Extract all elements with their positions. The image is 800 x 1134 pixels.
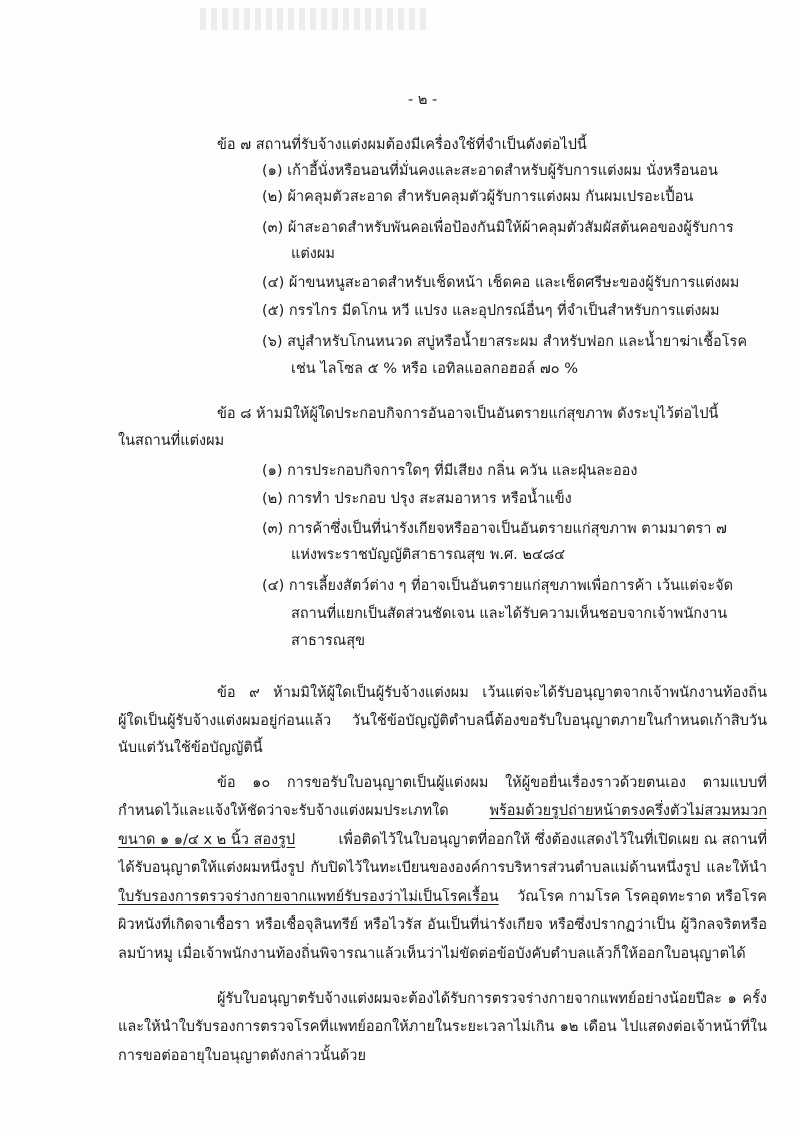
section-10-para2-line: ผู้รับใบอนุญาตรับจ้างแต่งผมจะต้องได้รับการตรวจร่างกายจากแพทย์อย่างน้อยปีละ ๑ ครั้ง (217, 991, 767, 1007)
section-10-underlined-text: ขนาด ๑ ๑/๔ x ๒ นิ้ว สองรูป (118, 832, 296, 848)
section-10-text: วัณโรค กามโรค โรคอุดทะราด หรือโรค (517, 889, 767, 905)
section-9-line: ผู้ใดเป็นผู้รับจ้างแต่งผมอยู่ก่อนแล้ว วันใช้ข้อบัญญัติตำบลนี้ต้องขอรับใบอนุญาตภายในกำหนดเก้าสิบวัน (118, 713, 767, 729)
section-7-item: (๔) ผ้าขนหนูสะอาดสำหรับเช็ดหน้า เช็ดคอ และเช็ดศรีษะของผู้รับการแต่งผม (262, 275, 740, 291)
section-10-line: ข้อ ๑๐ การขอรับใบอนุญาตเป็นผู้แต่งผม ให้ผู้ขอยื่นเรื่องราวด้วยตนเอง ตามแบบที่ (217, 775, 767, 791)
section-7-heading: ข้อ ๗ สถานที่รับจ้างแต่งผมต้องมีเครื่องใช้ที่จำเป็นดังต่อไปนี้ (217, 137, 587, 153)
section-9-line: ข้อ ๙ ห้ามมิให้ผู้ใดเป็นผู้รับจ้างแต่งผม เว้นแต่จะได้รับอนุญาตจากเจ้าพนักงานท้องถิ่น (217, 685, 767, 701)
section-7-item: (๒) ผ้าคลุมตัวสะอาด สำหรับคลุมตัวผู้รับการแต่งผม กันผมเปรอะเปื้อน (262, 189, 694, 205)
section-10-line (118, 887, 767, 907)
section-8-heading: ข้อ ๘ ห้ามมิให้ผู้ใดประกอบกิจการอันอาจเป็นอันตรายแก่สุขภาพ ดังระบุไว้ต่อไปนี้ (217, 406, 719, 422)
section-8-item-cont: แห่งพระราชบัญญัติสาธารณสุข พ.ศ. ๒๔๘๔ (291, 547, 566, 563)
section-8-heading-cont: ในสถานที่แต่งผม (118, 433, 225, 449)
section-8-item-cont: สถานที่แยกเป็นสัดส่วนชัดเจน และได้รับความเห็นชอบจากเจ้าพนักงาน (291, 606, 728, 622)
section-7-item-cont: เช่น ไลโซล ๕ % หรือ เอทิลแอลกอฮอล์ ๗๐ % (291, 361, 578, 377)
section-10-text: กำหนดไว้และแจ้งให้ชัดว่าจะรับจ้างแต่งผมประเภทใด (118, 803, 449, 819)
section-10-line (118, 801, 767, 821)
section-8-item: (๒) การทำ ประกอบ ปรุง สะสมอาหาร หรือน้ำแข็ง (262, 491, 572, 507)
section-10-line: ผิวหนังที่เกิดจาเชื้อรา หรือเชื้อจุลินทรีย์ หรือไวรัส อันเป็นที่น่ารังเกียจ หรือซึ่งปรากฏว่าเป็น ผู้วิกลจริตหรือ (118, 917, 767, 933)
section-9-line: นับแต่วันใช้ข้อบัญญัตินี้ (118, 740, 263, 756)
section-7-item-cont: แต่งผม (291, 246, 335, 262)
section-10-line (118, 830, 767, 850)
section-10-line: ได้รับอนุญาตให้แต่งผมหนึ่งรูป กับปิดไว้ในทะเบียนขององค์การบริหารส่วนตำบลแม่ด้านหนึ่งรูป และให้นำ (118, 860, 767, 876)
section-7-item: (๕) กรรไกร มีดโกน หวี แปรง และอุปกรณ์อื่นๆ ที่จำเป็นสำหรับการแต่งผม (262, 303, 720, 319)
section-8-item: (๔) การเลี้ยงสัตว์ต่าง ๆ ที่อาจเป็นอันตรายแก่สุขภาพเพื่อการค้า เว้นแต่จะจัด (262, 578, 734, 594)
bleed-through-mark (200, 8, 430, 30)
page-number: - ๒ - (408, 92, 438, 108)
section-7-item: (๖) สบู่สำหรับโกนหนวด สบู่หรือน้ำยาสระผม สำหรับฟอก และน้ำยาฆ่าเชื้อโรค (262, 334, 748, 350)
section-8-item: (๓) การค้าซึ่งเป็นที่น่ารังเกียจหรืออาจเป็นอันตรายแก่สุขภาพ ตามมาตรา ๗ (262, 521, 727, 537)
section-7-item: (๓) ผ้าสะอาดสำหรับพันคอเพื่อป้องกันมิให้ผ้าคลุมตัวสัมผัสต้นคอของผู้รับการ (262, 220, 734, 236)
section-10-para2-line: การขอต่ออายุใบอนุญาตดังกล่าวนั้นด้วย (118, 1048, 366, 1064)
section-10-para2-line: และให้นำใบรับรองการตรวจโรคที่แพทย์ออกให้ภายในระยะเวลาไม่เกิน ๑๒ เดือน ไปแสดงต่อเจ้าหน้าที่ใน (118, 1019, 767, 1035)
section-8-item: (๑) การประกอบกิจการใดๆ ที่มีเสียง กลิ่น ควัน และฝุ่นละออง (262, 463, 638, 479)
section-10-text: เพื่อติดไว้ในใบอนุญาตที่ออกให้ ซึ่งต้องแสดงไว้ในที่เปิดเผย ณ สถานที่ (338, 832, 767, 848)
section-8-item-cont: สาธารณสุข (291, 633, 365, 649)
section-10-underlined-text: ใบรับรองการตรวจร่างกายจากแพทย์รับรองว่าไม่เป็นโรคเรื้อน (118, 889, 499, 905)
section-10-line: ลมบ้าหมู เมื่อเจ้าพนักงานท้องถิ่นพิจารณาแล้วเห็นว่าไม่ขัดต่อข้อบังคับตำบลแล้วก็ให้ออกใบอนุญาตได้ (118, 946, 746, 962)
section-7-item: (๑) เก้าอี้นั่งหรือนอนที่มั่นคงและสะอาดสำหรับผู้รับการแต่งผม นั่งหรือนอน (262, 163, 718, 179)
section-10-underlined-text: พร้อมด้วยรูปถ่ายหน้าตรงครึ่งตัวไม่สวมหมวก (489, 803, 767, 819)
